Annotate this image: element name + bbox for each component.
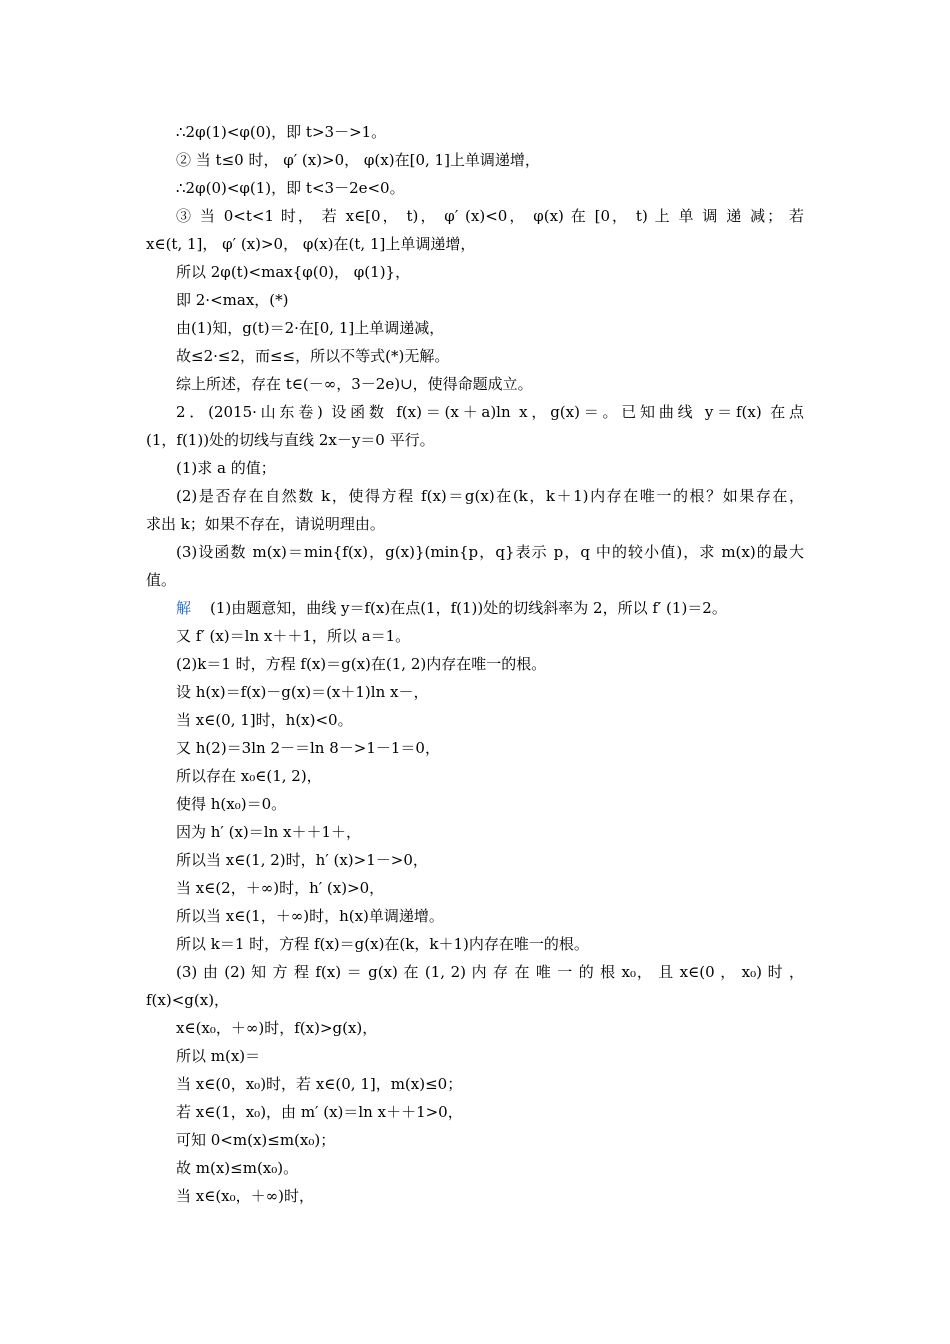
- text-line: 又 f′ (x)＝ln x＋＋1，所以 a＝1。: [176, 627, 411, 645]
- text-line: 设 h(x)＝f(x)－g(x)＝(x＋1)ln x－，: [176, 683, 429, 701]
- text-line: 即 2·<max，(*): [176, 291, 289, 309]
- text-line: 故 m(x)≤m(x₀)。: [176, 1159, 299, 1177]
- text-line: ② 当 t≤0 时， φ′ (x)>0， φ(x)在[0, 1]上单调递增，: [176, 151, 540, 169]
- solution-part-1: (1)由题意知，曲线 y＝f(x)在点(1，f(1))处的切线斜率为 2，所以 f′ (1)＝2。: [210, 599, 727, 617]
- text-line: 综上所述，存在 t∈(－∞，3－2e)∪，使得命题成立。: [176, 375, 533, 393]
- text-line: 当 x∈(2，＋∞)时，h′ (x)>0，: [176, 879, 385, 897]
- text-line: 又 h(2)＝3ln 2－＝ln 8－>1－1＝0，: [176, 739, 440, 757]
- text-line: 因为 h′ (x)＝ln x＋＋1＋，: [176, 823, 361, 841]
- text-line: ∴2φ(0)<φ(1)，即 t<3－2e<0。: [176, 179, 405, 197]
- question-3: (3)设函数 m(x)＝min{f(x)，g(x)}(min{p，q}表示 p，q 中的较小值)，求 m(x)的最大: [176, 543, 804, 561]
- question-1: (1)求 a 的值；: [176, 459, 276, 477]
- text-line: ∴2φ(1)<φ(0)，即 t>3－>1。: [176, 123, 387, 141]
- text-line: f(x)<g(x)，: [146, 991, 230, 1009]
- question-2: (2)是否存在自然数 k，使得方程 f(x)＝g(x)在(k，k＋1)内存在唯一的根？如果存在，: [176, 487, 804, 505]
- solution-part-2: (2)k＝1 时，方程 f(x)＝g(x)在(1, 2)内存在唯一的根。: [176, 655, 547, 673]
- text-line: 所以当 x∈(1, 2)时，h′ (x)>1－>0，: [176, 851, 428, 869]
- text-line: x∈(t, 1]， φ′ (x)>0， φ(x)在(t, 1]上单调递增，: [146, 235, 476, 253]
- text-line: 求出 k；如果不存在，请说明理由。: [146, 515, 385, 533]
- text-line: 值。: [146, 571, 177, 589]
- problem-statement: 2．(2015·山东卷) 设函数 f(x)＝(x＋a)ln x，g(x)＝。已知曲线 y＝f(x) 在点: [176, 403, 804, 421]
- text-line: 若 x∈(1，x₀)，由 m′ (x)＝ln x＋＋1>0，: [176, 1103, 463, 1121]
- text-line: ③ 当 0<t<1 时， 若 x∈[0， t)， φ′ (x)<0， φ(x) 在 [0， t) 上 单 调 递 减； 若: [176, 207, 804, 225]
- solution-part-3: (3) 由 (2) 知 方 程 f(x) ＝ g(x) 在 (1, 2) 内 存 在 唯 一 的 根 x₀， 且 x∈(0 ， x₀) 时 ，: [176, 963, 804, 981]
- solution-label: 解: [176, 599, 192, 617]
- text-line: 所以 2φ(t)<max{φ(0)， φ(1)}，: [176, 263, 411, 281]
- text-line: 所以 k＝1 时，方程 f(x)＝g(x)在(k，k＋1)内存在唯一的根。: [176, 935, 589, 953]
- text-line: (1，f(1))处的切线与直线 2x－y＝0 平行。: [146, 431, 435, 449]
- text-line: 故≤2·≤2，而≤≤，所以不等式(*)无解。: [176, 347, 450, 365]
- text-line: x∈(x₀，＋∞)时，f(x)>g(x)，: [176, 1019, 378, 1037]
- text-line: 所以当 x∈(1，＋∞)时，h(x)单调递增。: [176, 907, 444, 925]
- text-line: 当 x∈(x₀，＋∞)时，: [176, 1187, 315, 1205]
- text-line: 所以存在 x₀∈(1, 2)，: [176, 767, 322, 785]
- text-line: 可知 0<m(x)≤m(x₀)；: [176, 1131, 336, 1149]
- text-line: 所以 m(x)＝: [176, 1047, 261, 1065]
- text-line: 当 x∈(0，x₀)时，若 x∈(0, 1]，m(x)≤0；: [176, 1075, 463, 1093]
- text-line: 使得 h(x₀)＝0。: [176, 795, 287, 813]
- text-line: 由(1)知，g(t)＝2·在[0, 1]上单调递减，: [176, 319, 445, 337]
- text-line: 当 x∈(0, 1]时，h(x)<0。: [176, 711, 353, 729]
